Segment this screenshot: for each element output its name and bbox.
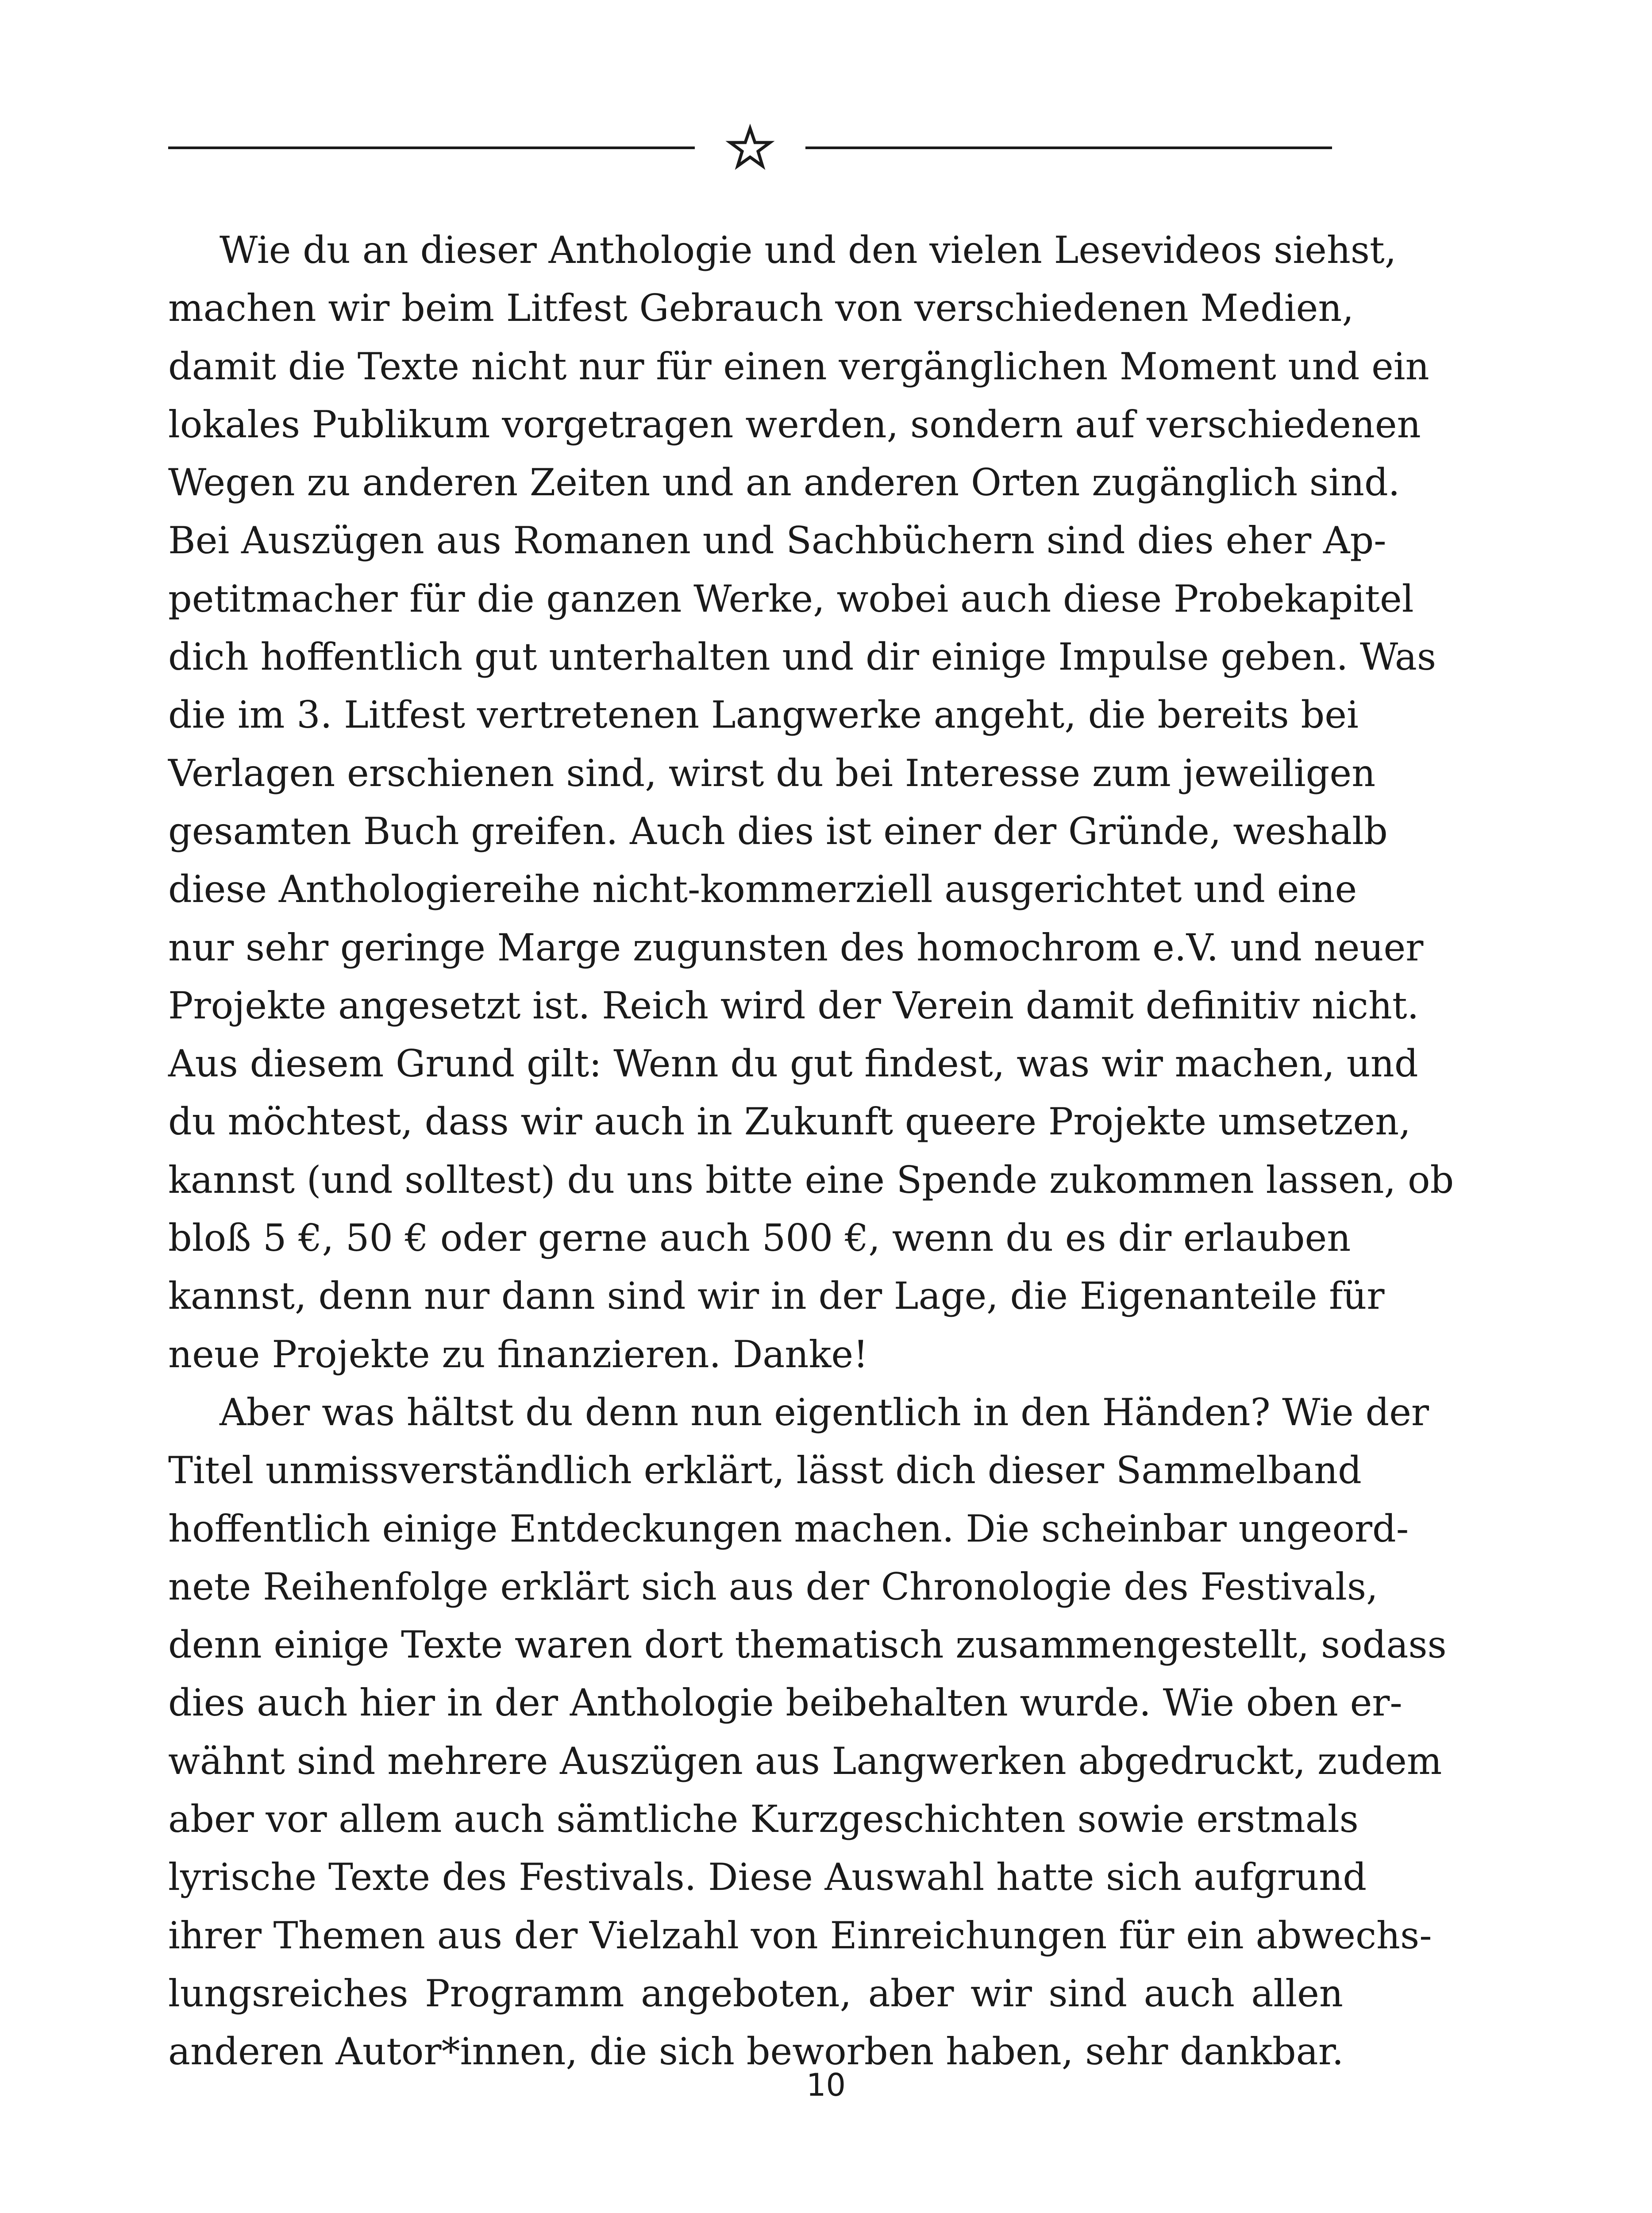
text-line: diese Anthologiereihe nicht-kommerziell ausgerichtet und eine	[168, 867, 1357, 911]
text-line: lyrische Texte des Festivals. Diese Auswahl hatte sich aufgrund	[168, 1855, 1367, 1899]
page-number: 10	[806, 2067, 846, 2103]
text-line: Verlagen erschienen sind, wirst du bei Interesse zum jeweiligen	[168, 751, 1376, 795]
text-line: Projekte angesetzt ist. Reich wird der Verein damit definitiv nicht.	[168, 983, 1419, 1027]
text-line: lokales Publikum vorgetragen werden, sondern auf verschiedenen	[168, 402, 1421, 446]
text-line: Titel unmissverständlich erklärt, lässt dich dieser Sammelband	[168, 1449, 1362, 1492]
paragraph-2	[168, 1384, 1447, 2081]
text-line: petitmacher für die ganzen Werke, wobei auch diese Probekapitel	[168, 577, 1414, 621]
text-line: anderen Autor*innen, die sich beworben haben, sehr dankbar.	[168, 2030, 1344, 2074]
text-line: Wie du an dieser Anthologie und den vielen Lesevideos siehst,	[219, 228, 1397, 272]
text-line: wähnt sind mehrere Auszügen aus Langwerken abgedruckt, zudem	[168, 1739, 1442, 1783]
text-line: nete Reihenfolge erklärt sich aus der Chronologie des Festivals,	[168, 1565, 1378, 1608]
text-line: du möchtest, dass wir auch in Zukunft queere Projekte umsetzen,	[168, 1100, 1411, 1144]
text-line: ihrer Themen aus der Vielzahl von Einreichungen für ein abwechs-	[168, 1913, 1432, 1957]
paragraph-1	[168, 221, 1454, 1384]
text-line: kannst, denn nur dann sind wir in der Lage, die Eigenanteile für	[168, 1274, 1385, 1318]
text-line: dich hoffentlich gut unterhalten und dir einige Impulse geben. Was	[168, 635, 1436, 679]
text-line: Wegen zu anderen Zeiten und an anderen Orten zugänglich sind.	[168, 461, 1400, 505]
text-line: Aber was hältst du denn nun eigentlich in den Händen? Wie der	[219, 1390, 1429, 1434]
text-line: dies auch hier in der Anthologie beibehalten wurde. Wie oben er-	[168, 1681, 1402, 1725]
text-line: Bei Auszügen aus Romanen und Sachbüchern sind dies eher Ap-	[168, 519, 1386, 563]
body-text	[168, 221, 1454, 2081]
text-line: lungsreiches Programm angeboten, aber wir sind auch allen	[168, 1971, 1343, 2015]
text-line: aber vor allem auch sämtliche Kurzgeschichten sowie erstmals	[168, 1797, 1359, 1841]
text-line: kannst (und solltest) du uns bitte eine Spende zukommen lassen, ob	[168, 1158, 1454, 1202]
text-line: machen wir beim Litfest Gebrauch von verschiedenen Medien,	[168, 286, 1354, 330]
text-line: damit die Texte nicht nur für einen vergänglichen Moment und ein	[168, 344, 1429, 388]
text-line: denn einige Texte waren dort thematisch zusammengestellt, sodass	[168, 1623, 1447, 1667]
text-line: hoffentlich einige Entdeckungen machen. Die scheinbar ungeord-	[168, 1507, 1409, 1550]
text-line: nur sehr geringe Marge zugunsten des homochrom e.V. und neuer	[168, 925, 1424, 969]
star-outline-icon	[730, 128, 770, 166]
text-line: die im 3. Litfest vertretenen Langwerke angeht, die bereits bei	[168, 693, 1359, 737]
text-line: bloß 5 €, 50 € oder gerne auch 500 €, wenn du es dir erlauben	[168, 1216, 1351, 1260]
text-line: Aus diesem Grund gilt: Wenn du gut findest, was wir machen, und	[168, 1042, 1418, 1086]
text-line: gesamten Buch greifen. Auch dies ist einer der Gründe, weshalb	[168, 809, 1388, 853]
header-ornament	[0, 0, 1652, 204]
text-line: neue Projekte zu finanzieren. Danke!	[168, 1332, 868, 1376]
